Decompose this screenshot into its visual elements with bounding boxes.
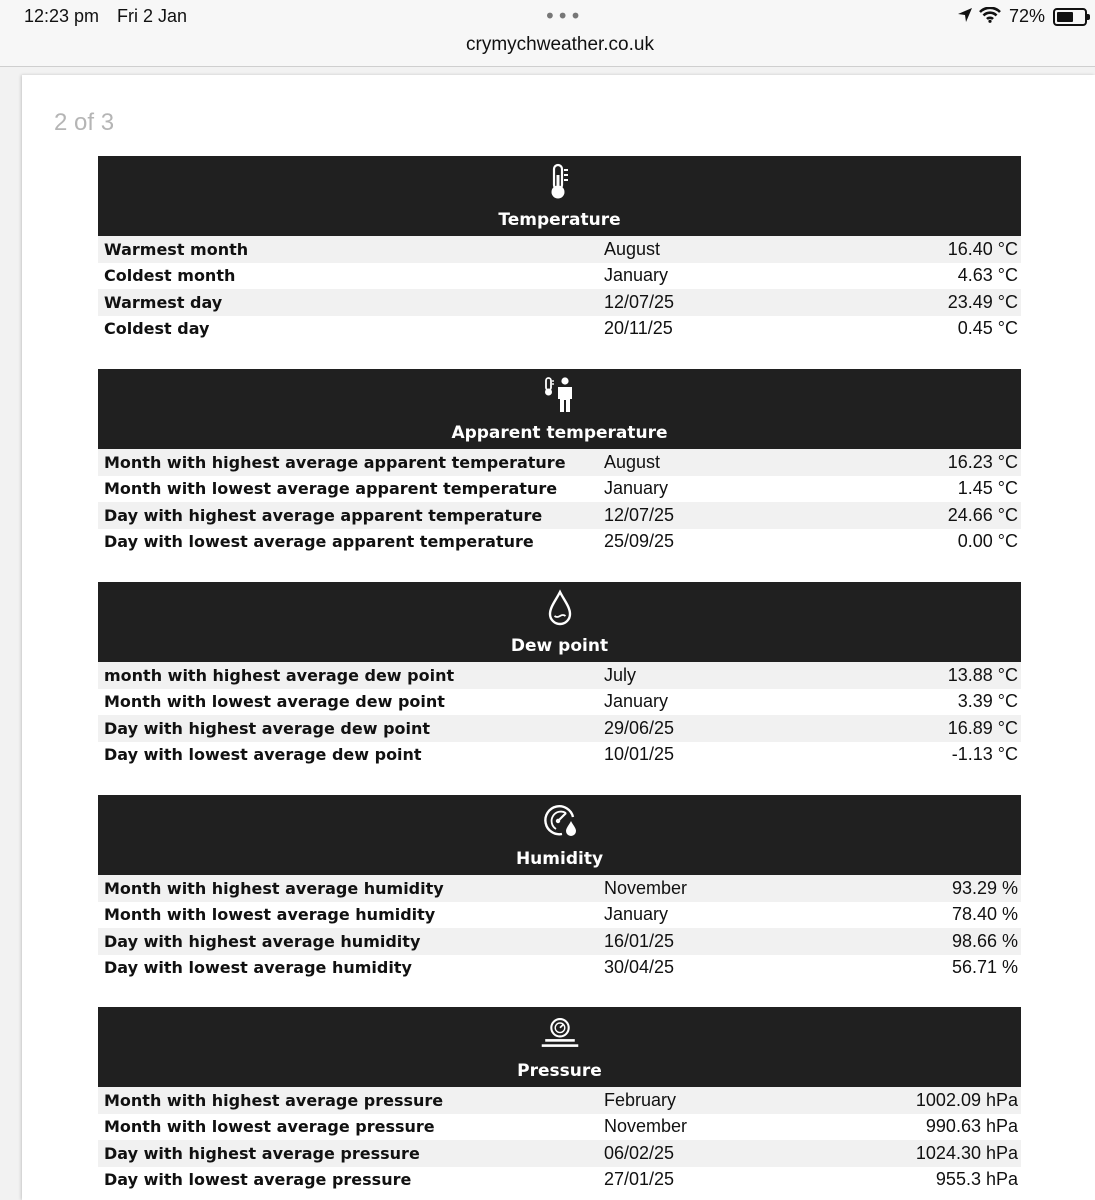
- row-value: 4.63 °C: [957, 265, 1018, 286]
- row-period: November: [604, 877, 688, 898]
- status-icons: [957, 6, 1087, 27]
- row-value: 78.40 %: [951, 904, 1018, 925]
- more-dots-icon[interactable]: •••: [544, 4, 583, 28]
- row-value: 1.45 °C: [957, 478, 1018, 499]
- row-period: January: [604, 265, 669, 286]
- document-page: [22, 75, 1095, 1200]
- clock: 12:23 pm: [24, 6, 100, 26]
- row-period: 12/07/25: [604, 504, 675, 525]
- row-period: August: [604, 238, 661, 259]
- row-period: January: [604, 904, 669, 925]
- row-label: Day with lowest average apparent temperature: [104, 532, 534, 552]
- table-row: [98, 742, 1021, 769]
- row-value: 23.49 °C: [947, 291, 1018, 312]
- row-label: Month with highest average pressure: [104, 1090, 444, 1110]
- section-title: Humidity: [515, 849, 604, 869]
- row-period: February: [604, 1089, 677, 1110]
- pressure-section: [98, 1007, 1021, 1193]
- table-row: [98, 955, 1021, 982]
- table-row: [98, 662, 1021, 689]
- row-value: 990.63 hPa: [925, 1116, 1018, 1137]
- row-period: November: [604, 1116, 688, 1137]
- table-row: [98, 689, 1021, 716]
- row-label: month with highest average dew point: [104, 665, 455, 685]
- date: Fri 2 Jan: [117, 6, 188, 26]
- dew-point-section: [98, 582, 1021, 768]
- row-label: Warmest day: [104, 292, 223, 312]
- row-period: 06/02/25: [604, 1142, 675, 1163]
- apparent-temperature-icon: [540, 375, 580, 415]
- row-label: Day with highest average humidity: [104, 931, 421, 951]
- row-value: 93.29 %: [951, 877, 1018, 898]
- row-label: Month with lowest average humidity: [104, 905, 436, 925]
- row-value: 13.88 °C: [947, 664, 1018, 685]
- row-period: January: [604, 478, 669, 499]
- table-row: [98, 476, 1021, 503]
- temperature-section: [98, 156, 1021, 342]
- row-period: 25/09/25: [604, 531, 675, 552]
- row-value: -1.13 °C: [951, 744, 1018, 765]
- row-value: 0.00 °C: [957, 531, 1018, 552]
- stats-table: [98, 1087, 1021, 1193]
- row-period: 12/07/25: [604, 291, 675, 312]
- table-row: [98, 1087, 1021, 1114]
- section-header: [98, 156, 1021, 236]
- row-period: 27/01/25: [604, 1169, 675, 1190]
- table-row: [98, 316, 1021, 343]
- row-label: Month with lowest average dew point: [104, 692, 445, 712]
- row-period: 29/06/25: [604, 717, 675, 738]
- humidity-section: [98, 795, 1021, 981]
- table-row: [98, 236, 1021, 263]
- section-header: [98, 369, 1021, 449]
- row-value: 16.23 °C: [947, 451, 1018, 472]
- table-row: [98, 1114, 1021, 1141]
- section-header: [98, 795, 1021, 875]
- row-value: 3.39 °C: [957, 691, 1018, 712]
- wifi-icon: [979, 7, 1001, 27]
- row-value: 16.89 °C: [947, 717, 1018, 738]
- row-label: Day with lowest average dew point: [104, 745, 422, 765]
- page-counter: 2 of 3: [54, 109, 115, 136]
- row-label: Month with lowest average apparent temperature: [104, 479, 558, 499]
- row-period: 30/04/25: [604, 957, 675, 978]
- table-row: [98, 449, 1021, 476]
- browser-status-bar: [0, 0, 1095, 67]
- row-label: Day with highest average dew point: [104, 718, 431, 738]
- row-value: 1002.09 hPa: [915, 1089, 1018, 1110]
- table-row: [98, 502, 1021, 529]
- battery-icon: [1053, 8, 1087, 26]
- stats-table: [98, 662, 1021, 768]
- row-label: Day with lowest average pressure: [104, 1170, 412, 1190]
- row-value: 16.40 °C: [947, 238, 1018, 259]
- row-value: 1024.30 hPa: [915, 1142, 1018, 1163]
- row-label: Month with highest average apparent temperature: [104, 452, 566, 472]
- row-period: January: [604, 691, 669, 712]
- row-value: 56.71 %: [951, 957, 1018, 978]
- humidity-gauge-icon: [540, 801, 580, 841]
- table-row: [98, 529, 1021, 556]
- table-row: [98, 715, 1021, 742]
- section-header: [98, 582, 1021, 662]
- battery-percentage: 72%: [1008, 6, 1045, 26]
- table-row: [98, 1167, 1021, 1194]
- row-value: 24.66 °C: [947, 504, 1018, 525]
- row-value: 955.3 hPa: [935, 1169, 1018, 1190]
- row-label: Warmest month: [104, 239, 249, 259]
- row-label: Coldest day: [104, 319, 210, 339]
- row-label: Month with lowest average pressure: [104, 1117, 435, 1137]
- stats-table: [98, 875, 1021, 981]
- row-period: July: [604, 664, 637, 685]
- row-period: 10/01/25: [604, 744, 675, 765]
- row-value: 98.66 %: [951, 930, 1018, 951]
- barometer-icon: [540, 1013, 580, 1053]
- stats-table: [98, 236, 1021, 342]
- row-period: 20/11/25: [604, 318, 673, 339]
- row-label: Month with highest average humidity: [104, 878, 444, 898]
- section-header: [98, 1007, 1021, 1087]
- row-label: Day with highest average pressure: [104, 1143, 420, 1163]
- table-row: [98, 289, 1021, 316]
- table-row: [98, 928, 1021, 955]
- section-title: Dew point: [510, 636, 609, 656]
- row-label: Day with highest average apparent temperature: [104, 505, 543, 525]
- droplet-icon: [540, 588, 580, 628]
- section-title: Pressure: [517, 1061, 602, 1081]
- thermometer-icon: [540, 162, 580, 202]
- row-label: Coldest month: [104, 266, 236, 286]
- row-period: August: [604, 451, 661, 472]
- table-row: [98, 875, 1021, 902]
- table-row: [98, 902, 1021, 929]
- row-label: Day with lowest average humidity: [104, 958, 412, 978]
- row-period: 16/01/25: [604, 930, 675, 951]
- apparent-temperature-section: [98, 369, 1021, 555]
- section-title: Temperature: [498, 210, 621, 230]
- table-row: [98, 1140, 1021, 1167]
- url-bar[interactable]: crymychweather.co.uk: [466, 34, 654, 55]
- section-title: Apparent temperature: [451, 423, 668, 443]
- table-row: [98, 263, 1021, 290]
- row-value: 0.45 °C: [957, 318, 1018, 339]
- stats-table: [98, 449, 1021, 555]
- location-arrow-icon: [957, 7, 973, 27]
